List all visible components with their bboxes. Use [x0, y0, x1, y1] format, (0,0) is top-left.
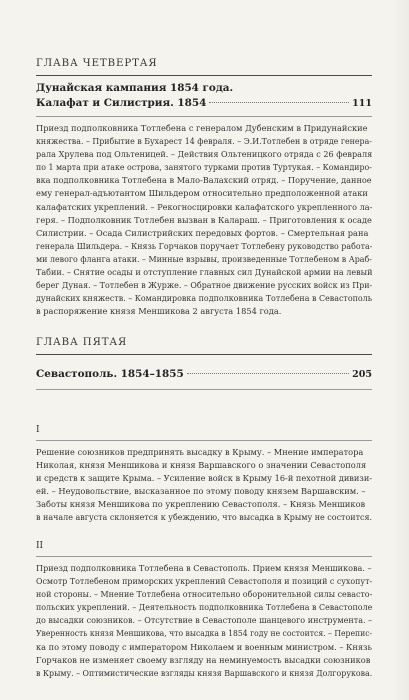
- section-one-number: I: [36, 425, 40, 435]
- summary-line: Решение союзников предпринять высадку в Крыму. – Мнение императора: [36, 447, 364, 457]
- summary-line: ми левого фланга атаки. – Минные взрывы, произведенные Тотлебеном в Араб-: [36, 253, 372, 264]
- chapter-five-page-number: 205: [352, 369, 372, 380]
- summary-line: княжества. – Прибытие в Бухарест 14 февраля. – Э.И.Тотлебен в отряде генера-: [36, 136, 372, 147]
- chapter-four-page-number: 111: [352, 97, 372, 109]
- summary-line: Приезд подполковника Тотлебена в Севастополь. Прием князя Меншикова. –: [36, 563, 372, 573]
- summary-line: ему генерал-адъютантом Шильдером относительно предположенной атаки: [36, 188, 368, 199]
- section-one-rule: [36, 440, 372, 441]
- summary-line: берег Дуная. – Тотлебен в Журже. – Обратное движение русских войск из При-: [36, 280, 373, 291]
- summary-line: Николая, князя Меншикова и князя Варшавского о значении Севастополя: [36, 460, 367, 471]
- summary-line: в распоряжение князя Меншикова 2 августа 1854 года.: [36, 306, 282, 317]
- summary-line: Табии. – Снятие осады и отступление главных сил Дунайской армии на левый: [36, 267, 373, 278]
- leader-dots: [187, 373, 349, 374]
- chapter-four-summary: [36, 122, 372, 318]
- chapter-five-rule: [36, 354, 372, 355]
- show-through-shadow: [391, 0, 409, 700]
- section-two-number: II: [36, 541, 44, 551]
- summary-line: Заботы князя Меншикова по укреплению Севастополя. – Князь Меншиков: [36, 499, 366, 510]
- chapter-four-title-line2: Калафат и Силистрия. 1854: [36, 96, 207, 109]
- chapter-four-title: [36, 81, 372, 111]
- summary-line: по 1 марта при атаке острова, занятого турками против Туртукая. – Командиро-: [36, 162, 372, 173]
- chapter-five-toc-line: [36, 367, 372, 383]
- summary-line: Осмотр Тотлебеном приморских укреплений Севастополя и позиций с сухопут-: [36, 576, 373, 587]
- summary-line: геря. – Подполковник Тотлебен вызван в Калараш. – Приготовления к осаде: [36, 214, 372, 225]
- chapter-five-label: ГЛАВА ПЯТАЯ: [36, 337, 128, 348]
- summary-line: Силистрии. – Осада Силистрийских передовых фортов. – Смертельная рана: [36, 227, 369, 238]
- chapter-five-title-text: Севастополь. 1854–1855: [36, 368, 184, 380]
- chapter-four-label: ГЛАВА ЧЕТВЕРТАЯ: [36, 58, 158, 69]
- chapter-five-title: [36, 367, 372, 383]
- summary-line: Приезд подполковника Тотлебена с генералом Дубенским в Придунайские: [36, 123, 368, 133]
- section-one-summary: [36, 446, 372, 525]
- summary-line: генерала Шильдера. – Князь Горчаков поручает Тотлебену руководство работа-: [36, 240, 373, 251]
- summary-line: Горчаков не изменяет своему взгляду на неминуемость высадки союзников: [36, 654, 371, 665]
- summary-line: в Крыму. – Оптимистические взгляды князя Варшавского и князя Долгорукова.: [36, 667, 373, 678]
- chapter-four-title-line1: Дунайская кампания 1854 года.: [36, 82, 234, 94]
- summary-line: ей. – Неудовольствие, высказанное по этому поводу князем Варшавским. –: [36, 486, 366, 497]
- chapter-four-divider: [36, 116, 372, 117]
- summary-line: калафатских укреплений. – Рекогносцировки калафатского укрепленного ла-: [36, 201, 373, 212]
- summary-line: рала Хрулева под Ольтеницей. – Действия Ольтеницкого отряда с 26 февраля: [36, 149, 373, 160]
- summary-line: в начале августа склоняется к убеждению, что высадка в Крыму не состоится.: [36, 512, 373, 523]
- section-two-rule: [36, 556, 372, 557]
- summary-line: польских укреплений. – Деятельность подполковника Тотлебена в Севастополе: [36, 602, 373, 613]
- summary-line: ной стороны. – Мнение Тотлебена относительно оборонительной силы севасто-: [36, 589, 373, 600]
- summary-line: до высадки союзников. – Отсутствие в Севастополе шанцевого инструмента. –: [36, 615, 373, 626]
- summary-line: ка по этому поводу с императором Николаем и военным министром. – Князь: [36, 641, 372, 652]
- summary-line: Уверенность князя Меншикова, что высадка в 1854 году не состоится. – Перепис-: [36, 628, 373, 639]
- summary-line: дунайских княжеств. – Командировка подполковника Тотлебена в Севастополь: [36, 293, 373, 304]
- chapter-five-divider: [36, 389, 372, 390]
- summary-line: вка подполковника Тотлебена в Мало-Валахский отряд. – Поручение, данное: [36, 175, 372, 186]
- chapter-four-toc-line: [36, 96, 372, 112]
- section-two-summary: [36, 562, 372, 680]
- leader-dots: [209, 102, 349, 103]
- summary-line: и средств к защите Крыма. – Усиление войск в Крыму 16-й пехотной дивизи-: [36, 473, 373, 484]
- chapter-four-rule: [36, 75, 372, 76]
